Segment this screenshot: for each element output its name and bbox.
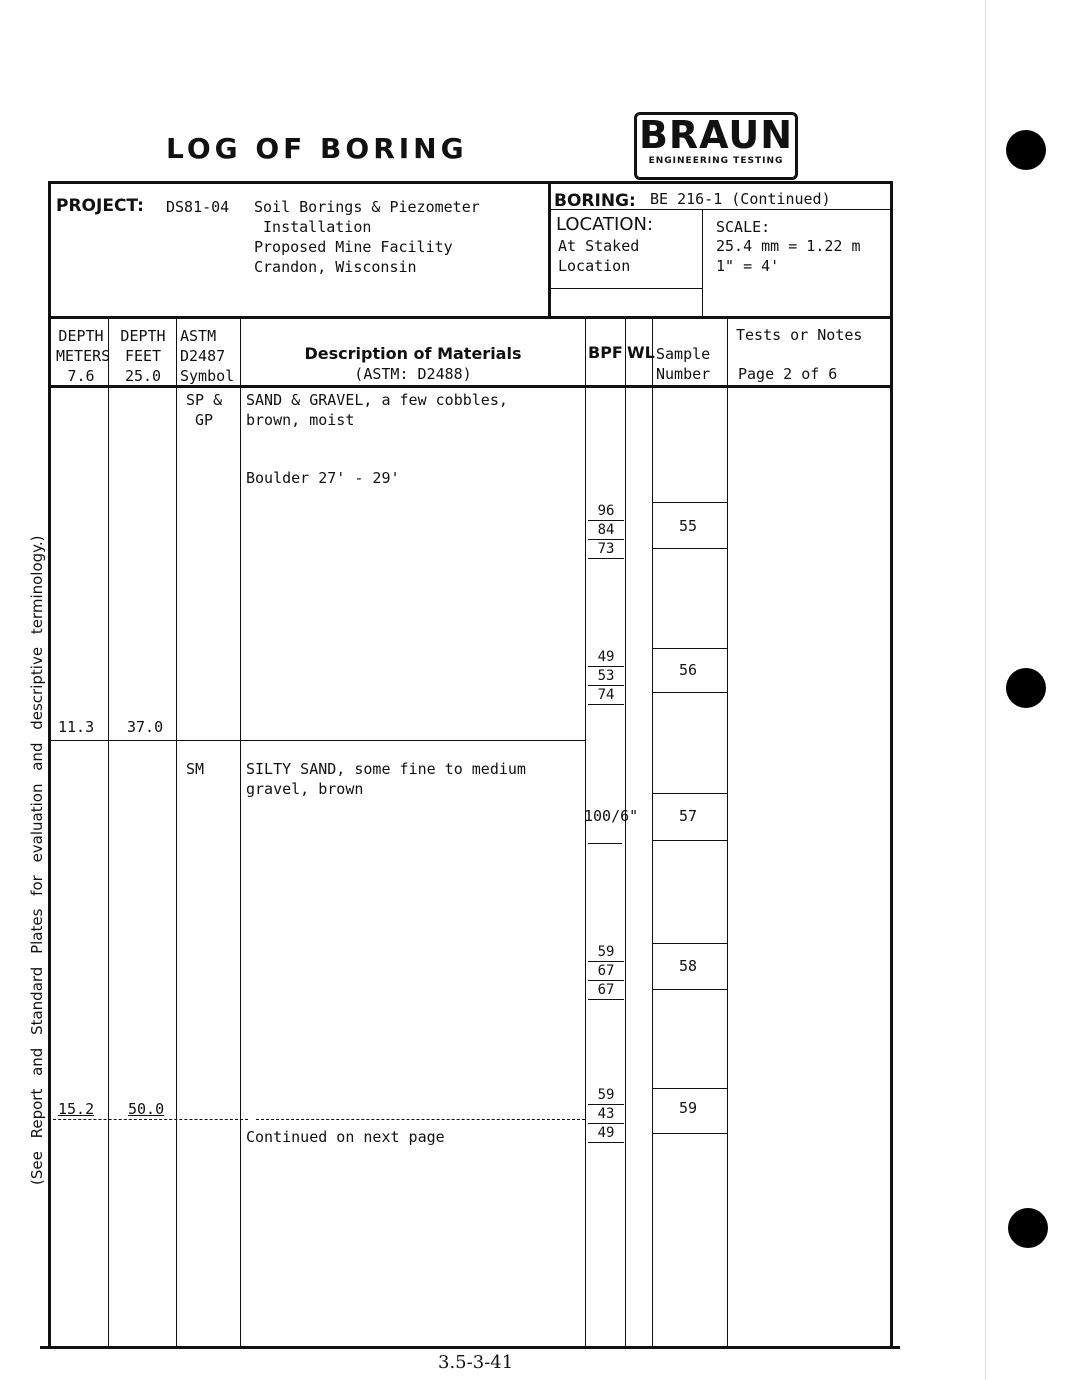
- project-desc-line: Installation: [254, 218, 372, 236]
- depth-feet-mark: 50.0: [128, 1100, 165, 1118]
- symbol-line: GP: [186, 411, 214, 429]
- scale-label: SCALE:: [716, 218, 771, 236]
- sample-number: 59: [679, 1099, 698, 1117]
- desc-line: brown, moist: [246, 411, 355, 429]
- binder-hole: [1006, 130, 1046, 170]
- continued-note: Continued on next page: [246, 1128, 445, 1146]
- bpf-values: [588, 648, 624, 705]
- header-line: DEPTH: [120, 327, 166, 345]
- binder-hole: [1008, 1208, 1048, 1248]
- header-line: 7.6: [67, 367, 95, 385]
- page-indicator: Page 2 of 6: [738, 365, 838, 383]
- side-terminology-note: (See Report and Standard Plates for evaluation and descriptive terminology.): [28, 535, 46, 1185]
- stratum-symbol: [186, 390, 222, 430]
- bpf-value: 84: [588, 521, 624, 540]
- binder-hole: [1006, 668, 1046, 708]
- project-desc-line: Crandon, Wisconsin: [254, 258, 417, 276]
- desc-line: gravel, brown: [246, 780, 364, 798]
- header-line: DEPTH: [58, 327, 104, 345]
- header-line: 25.0: [124, 367, 162, 385]
- location-line: At Staked: [558, 237, 640, 255]
- desc-line: SAND & GRAVEL, a few cobbles,: [246, 391, 508, 409]
- location-line: Location: [558, 257, 631, 275]
- bpf-value: 67: [588, 962, 624, 981]
- bpf-value: 49: [588, 1124, 624, 1143]
- boring-value: BE 216-1 (Continued): [650, 190, 831, 208]
- bpf-value: 73: [588, 540, 624, 559]
- header-line: Symbol: [180, 367, 235, 385]
- project-number: DS81-04: [166, 198, 230, 216]
- depth-meters-mark: 11.3: [58, 718, 95, 736]
- desc-line: SILTY SAND, some fine to medium: [246, 760, 526, 778]
- header-line: ASTM: [180, 327, 217, 345]
- page-edge: [985, 0, 986, 1380]
- location-value: [558, 236, 639, 276]
- stratum-description: [246, 390, 508, 430]
- bpf-values: [588, 943, 624, 1000]
- bpf-values: [588, 502, 624, 559]
- symbol-line: SM: [186, 760, 205, 778]
- stratum-symbol: [186, 759, 204, 779]
- bpf-value: 43: [588, 1105, 624, 1124]
- header-line: Sample: [656, 345, 711, 363]
- scale-line: 1" = 4': [716, 257, 780, 275]
- sample-number: 55: [679, 517, 698, 535]
- page-number: 3.5-3-41: [438, 1352, 514, 1373]
- header-line: Number: [656, 365, 711, 383]
- bpf-value: 74: [588, 686, 624, 705]
- location-label: LOCATION:: [556, 214, 654, 235]
- wl-header: WL: [627, 343, 655, 362]
- boring-label: BORING:: [554, 191, 636, 211]
- bpf-value: 49: [588, 648, 624, 667]
- sample-number: 56: [679, 661, 698, 679]
- bpf-values: [588, 1086, 624, 1143]
- description-subheader: (ASTM: D2488): [354, 365, 472, 383]
- bpf-value: 59: [588, 943, 624, 962]
- depth-feet-mark: 37.0: [127, 718, 164, 736]
- project-desc-line: Proposed Mine Facility: [254, 238, 453, 256]
- sample-number: 57: [679, 807, 698, 825]
- depth-feet-header: [112, 326, 174, 386]
- project-desc-line: Soil Borings & Piezometer: [254, 198, 480, 216]
- stratum-description: [246, 759, 526, 799]
- tests-notes-header: Tests or Notes: [736, 326, 863, 344]
- header-line: FEET: [124, 347, 162, 365]
- sample-number-header: [656, 344, 710, 384]
- depth-meters-header: [56, 326, 111, 386]
- bpf-value: 67: [588, 981, 624, 1000]
- logo-sub-text: ENGINEERING TESTING: [648, 156, 784, 166]
- project-label: PROJECT:: [56, 196, 144, 216]
- bpf-value: 96: [588, 502, 624, 521]
- header-line: D2487: [180, 347, 226, 365]
- depth-meters-mark: 15.2: [58, 1100, 95, 1118]
- stratum-note: Boulder 27' - 29': [246, 469, 400, 487]
- astm-symbol-header: [180, 326, 234, 386]
- bpf-header: BPF: [588, 343, 623, 362]
- bpf-value: 59: [588, 1086, 624, 1105]
- logo-main-text: BRAUN: [638, 113, 794, 157]
- header-line: METERS: [56, 347, 111, 365]
- symbol-line: SP &: [186, 391, 223, 409]
- sample-number: 58: [679, 957, 698, 975]
- scale-value: [716, 236, 861, 276]
- scale-line: 25.4 mm = 1.22 m: [716, 237, 861, 255]
- bpf-value: 53: [588, 667, 624, 686]
- company-logo: [634, 112, 798, 180]
- project-description: [254, 197, 480, 277]
- bpf-value: 100/6": [584, 807, 639, 825]
- description-header: Description of Materials: [304, 344, 522, 363]
- page-title: LOG OF BORING: [166, 132, 468, 165]
